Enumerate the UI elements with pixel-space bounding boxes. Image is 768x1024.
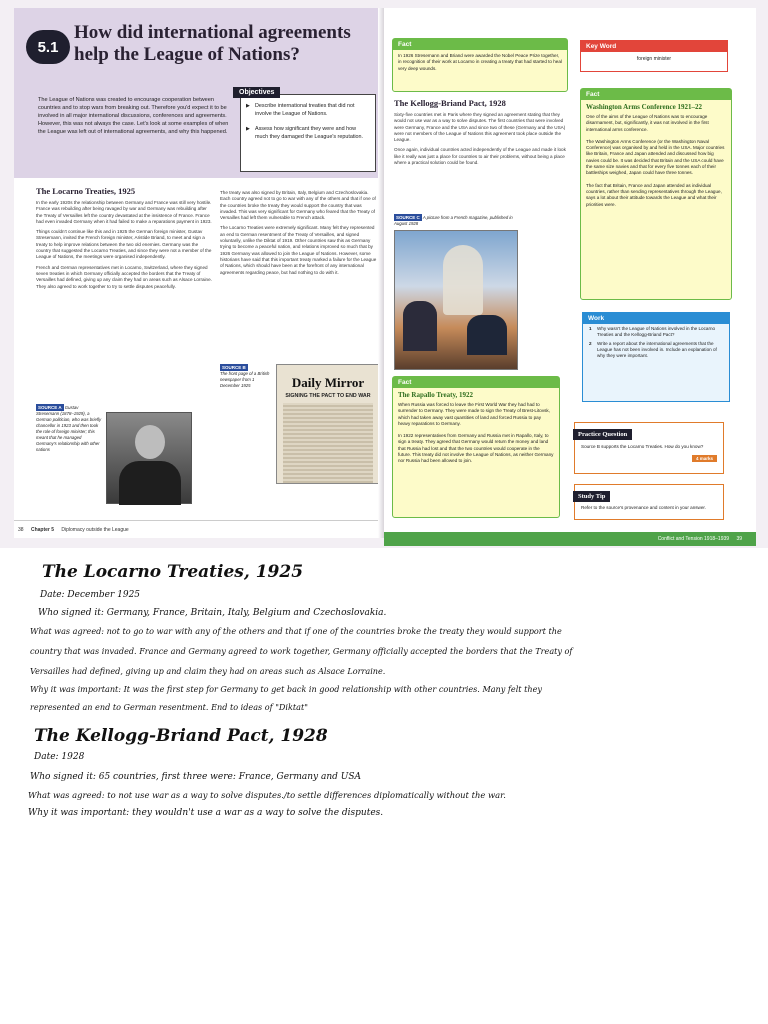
source-c-caption: [394, 214, 518, 227]
paragraph: The Locarno Treaties were extremely significant. Many felt they represented an end to German resentment of the Treaty of Versailles, and signed voluntarily, unlike the Diktat of 1919. Other countries saw this as Germany trying to become a peaceful nation, and relations improved so much that by 1926 Germany was allowed to join the League of Nations. However, some historians have said that this important treaty marked a failure for the League of Nations, which should have been at the forefront of any international agreements regarding peace, but had nothing to do with it.: [220, 225, 377, 275]
portrait-body: [119, 461, 181, 505]
work-box: [582, 312, 730, 402]
paragraph: French and German representatives met in Locarno, Switzerland, where they signed seven treaties in which Germany officially accepted the borders that the Treaty of Versailles had defined, giving up any claim they had on areas such as Alsace Lorraine. They also agreed to work together to try to settle disputes peacefully.: [36, 264, 212, 289]
figure-standing: [403, 301, 437, 351]
study-tip-box: [574, 484, 724, 520]
work-question: [583, 324, 729, 339]
objectives-label: Objectives: [233, 87, 280, 98]
fact-box-rapallo: [392, 376, 560, 518]
fact-text: One of the aims of the League of Nations was to encourage disarmament, but, significantly, it was not involved in the first international arms conference.: [586, 114, 709, 132]
objectives-box: [239, 89, 376, 172]
paragraph: Once again, individual countries acted independently of the League and made it look like it really was just a place for countries to air their problems, without being a place where a practical solution could be found.: [394, 147, 566, 166]
paragraph: Sixty-five countries met in Paris where they signed an agreement stating that they would not use war as a way to solve disputes. The first countries that were involved were Germany, France and the USA and since two of these (Germany and the USA) were not members of the League of Nations this agreement took place outside the League.: [394, 112, 566, 143]
notes-kellogg-signed: Who signed it: 65 countries, first three were: France, Germany and USA: [30, 772, 362, 782]
newspaper-masthead: Daily Mirror: [291, 375, 365, 390]
practice-question-label: Practice Question: [573, 429, 632, 440]
notes-locarno-important: represented an end to German resentment. End to ideas of "Diktat": [30, 702, 308, 712]
figure-signing: [467, 315, 507, 355]
notes-locarno-date: Date: December 1925: [40, 590, 141, 600]
objective-item: ▶ Describe international treaties that did not involve the League of Nations.: [255, 103, 369, 118]
page-number-right: 39: [736, 536, 742, 542]
stresemann-photo: [106, 412, 192, 504]
source-c-tag: SOURCE C: [396, 215, 420, 220]
source-a-text: Gustav Stresemann (1878–1929), a German politician, who was briefly chancellor in 1923 and then took the role of foreign minister; this meant that he managed Germany's relationship with other nations: [36, 405, 102, 452]
source-c-text: A picture from a French magazine, published in August 1928: [394, 215, 513, 226]
question-number: 1: [589, 326, 592, 331]
locarno-heading: The Locarno Treaties, 1925: [36, 186, 136, 196]
key-word-box: [580, 40, 728, 72]
notes-kellogg-agreed: What was agreed: to not use war as a way to solve disputes./to settle differences diplomatically without the war.: [28, 790, 506, 800]
allegorical-figure: [443, 245, 483, 315]
intro-text: The League of Nations was created to encourage cooperation between countries and to stop wars from breaking out. Therefore you'd expect it to be involved in all major international discussions, conferences and agreements. However, this was not always the case. Let's look at some examples of when the League was left out of international agreements, and why this happened.: [38, 97, 229, 135]
column-left: [36, 186, 214, 294]
source-a-caption: [36, 404, 102, 453]
practice-question-box: [574, 422, 724, 474]
fact-label: Fact: [393, 377, 559, 388]
notes-locarno-agreed: Versailles had defined, giving up and claim they had on areas such as Alsace Lorraine.: [30, 666, 386, 676]
work-question: [583, 339, 729, 360]
key-word-label: Key Word: [581, 41, 727, 52]
fact-text: The fact that Britain, France and Japan attended as individual countries, rather than sending representatives through the League, says a lot about their attitude towards the League and what their priorities were.: [586, 182, 722, 207]
notes-kellogg-heading: The Kellogg-Briand Pact, 1928: [34, 726, 328, 746]
key-word-term: foreign minister: [636, 56, 672, 62]
right-page: [384, 8, 756, 542]
portrait-head: [135, 425, 165, 459]
fact-label: Fact: [393, 39, 567, 50]
handwritten-notes: [0, 548, 768, 1024]
question-number: 2: [589, 340, 592, 346]
study-tip-text: Refer to the source's provenance and content in your answer.: [581, 505, 706, 510]
newspaper-headline: SIGNING THE PACT TO END WAR: [285, 393, 371, 399]
daily-mirror-newspaper: [276, 364, 380, 484]
source-b-caption: [220, 364, 274, 389]
notes-kellogg-date: Date: 1928: [34, 752, 85, 762]
source-a-tag: SOURCE A: [38, 405, 62, 410]
paragraph: Things couldn't continue like this and in 1925 the German foreign minister, Gustav Stresemann, invited the French foreign minister, Aristide Briand, to meet and sign a treaty to help improve relations between the two old enemies. Germany was the country that suggested the Locarno Treaties, and since they were not a member of the League of Nations, the meetings were organised independently.: [36, 229, 212, 260]
chapter-label: Chapter 5: [30, 527, 55, 533]
fact-box-washington: [580, 88, 732, 300]
page-number-left: 38: [18, 527, 24, 533]
notes-locarno-signed: Who signed it: Germany, France, Britain, Italy, Belgium and Czechoslovakia.: [38, 608, 387, 618]
section-number: 5.1: [26, 30, 70, 64]
paragraph: In the early 1920s the relationship between Germany and France was still very hostile. France was rebuilding after being ravaged by war and Germany was rebuilding after the Treaty of Versailles left the country devastated at the insistence of France. France had even invaded Germany when it had failed to make a reparations payment in 1923.: [36, 200, 212, 224]
study-tip-label: Study Tip: [573, 491, 610, 502]
fact-label: Fact: [581, 89, 731, 100]
fact-title: Washington Arms Conference 1921–22: [586, 103, 702, 111]
page-title: How did international agreements help the League of Nations?: [74, 22, 351, 65]
source-b-text: The front page of a British newspaper from 1 December 1925: [220, 371, 270, 388]
fact-text: When Russia was forced to leave the First World War they had had to surrender to Germany. They were made to sign the Treaty of Brest-Litovsk, which had taken away vast quantities of land and forced Russia to pay heavy reparations to Germany.: [398, 402, 550, 426]
source-b-tag: SOURCE B: [222, 365, 246, 370]
newspaper-photo: [283, 403, 373, 483]
fact-text: In 1922 representatives from Germany and Russia met in Rapallo, Italy, to sign a treaty. They agreed that Germany would return the money and land that Russia had lost and that the two countries would cooperate in the future. This treaty did not involve the League of Nations, as neither Germany nor Russia had been allowed to join.: [398, 433, 554, 464]
notes-locarno-agreed: country that was invaded. France and Germany agreed to work together, Germany officially accepted the borders that the Treaty of: [30, 646, 573, 656]
right-footer: [384, 532, 756, 546]
left-footer: [14, 520, 384, 538]
left-page: [14, 8, 384, 538]
question-text: Why wasn't the League of Nations involved in the Locarno Treaties and the Kellogg-Briand Pact?: [597, 326, 716, 338]
chapter-title: Diplomacy outside the League: [61, 527, 129, 533]
notes-kellogg-important: Why it was important: they wouldn't use a war as a way to solve the disputes.: [28, 808, 384, 818]
kellogg-heading: The Kellogg-Briand Pact, 1928: [394, 98, 506, 108]
fact-text: The Washington Arms Conference (or the Washington Naval Conference) was organised by and held in the USA. Major countries like Britain, France and Japan attended and discussed how big navies could be. It was decided that Britain and the USA could have the same size navies and that for every five tonnes each of their battleships weighed, Japan could have three tonnes.: [586, 138, 725, 176]
practice-question-text: Source B supports the Locarno Treaties. How do you know?: [581, 444, 704, 449]
fact-box-nobel: [392, 38, 568, 92]
marks-badge: 4 marks: [692, 455, 717, 462]
work-label: Work: [583, 313, 729, 324]
paragraph: The treaty was also signed by Britain, Italy, Belgium and Czechoslovakia. Each country agreed not to go to war with any of the others and that if one of the countries broke the treaty they would support the country that was invaded. This was very significant for Germany who feared that the Treaty of Versailles had left them vulnerable to French attack.: [220, 190, 376, 221]
kellogg-column: [394, 98, 570, 170]
french-magazine-picture: [394, 230, 518, 370]
notes-locarno-agreed: What was agreed: not to go to war with any of the others and that if one of the countries broke the treaty they would support the: [30, 626, 562, 636]
notes-locarno-important: Why it was important: It was the first step for Germany to get back in good relationship with other countries. Many felt they: [30, 684, 542, 694]
column-right: [220, 190, 378, 280]
question-text: Write a report about the international agreements that the League has not been involved in. Include an explanation of why they were important.: [597, 340, 717, 359]
notes-locarno-heading: The Locarno Treaties, 1925: [42, 562, 304, 582]
footer-title: Conflict and Tension 1918–1939: [657, 536, 730, 542]
objective-item: ▶ Assess how significant they were and how much they damaged the League's reputation.: [255, 126, 369, 141]
fact-title: The Rapallo Treaty, 1922: [398, 391, 474, 399]
fact-text: In 1926 Stresemann and Briand were awarded the Nobel Peace Prize together, in recognition of their work at Locarno in creating a treaty that had started to heal very deep wounds.: [398, 53, 562, 71]
